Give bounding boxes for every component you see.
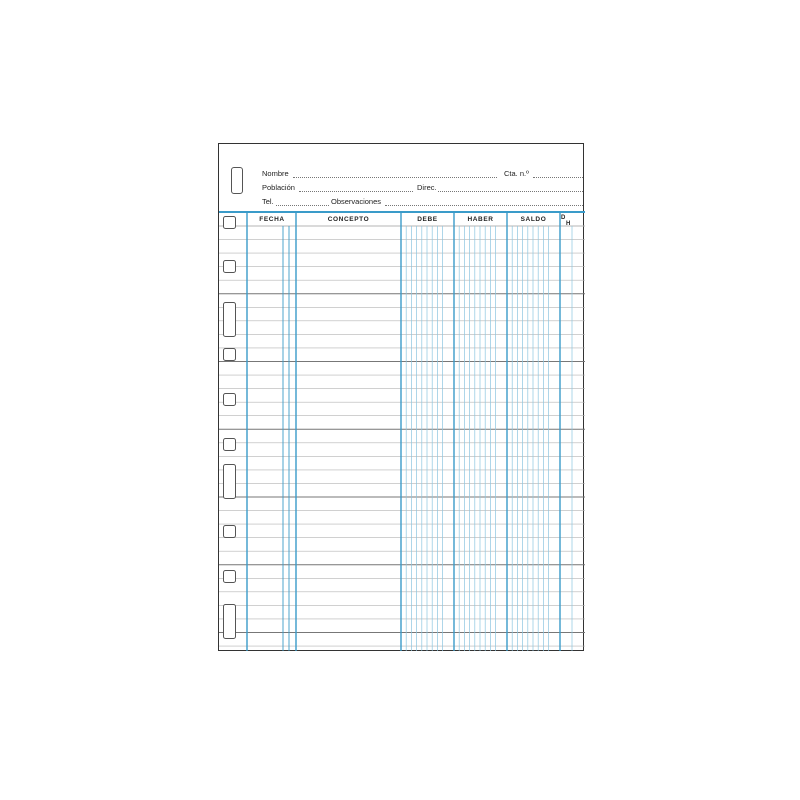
margin-punch-hole <box>224 217 236 229</box>
margin-punch-hole <box>224 465 236 499</box>
observaciones-field[interactable] <box>385 205 583 206</box>
column-header-haber: HABER <box>467 216 494 223</box>
margin-punch-hole <box>224 571 236 583</box>
column-header-debe: DEBE <box>417 216 438 223</box>
margin-punch-hole <box>224 303 236 337</box>
poblacion-field[interactable] <box>299 191 413 192</box>
margin-punch-hole <box>224 439 236 451</box>
cta-label: Cta. n.º <box>504 169 529 178</box>
column-header-dh-h: H <box>566 221 571 227</box>
column-header-dh-d: D <box>561 215 566 221</box>
margin-punch-hole <box>224 349 236 361</box>
direc-field[interactable] <box>438 191 583 192</box>
column-header-fecha: FECHA <box>259 216 285 223</box>
cta-field[interactable] <box>533 177 583 178</box>
direc-label: Direc. <box>417 183 437 192</box>
margin-punch-hole <box>224 394 236 406</box>
poblacion-label: Población <box>262 183 295 192</box>
nombre-label: Nombre <box>262 169 289 178</box>
ledger-sheet <box>218 143 584 651</box>
nombre-field[interactable] <box>293 177 497 178</box>
margin-punch-hole <box>224 526 236 538</box>
margin-punch-hole <box>224 261 236 273</box>
tel-field[interactable] <box>276 205 329 206</box>
header-punch-hole <box>231 167 243 194</box>
margin-punch-hole <box>224 605 236 639</box>
observaciones-label: Observaciones <box>331 197 382 206</box>
tel-label: Tel. <box>262 197 274 206</box>
column-header-concepto: CONCEPTO <box>327 216 370 223</box>
column-header-saldo: SALDO <box>520 216 547 223</box>
